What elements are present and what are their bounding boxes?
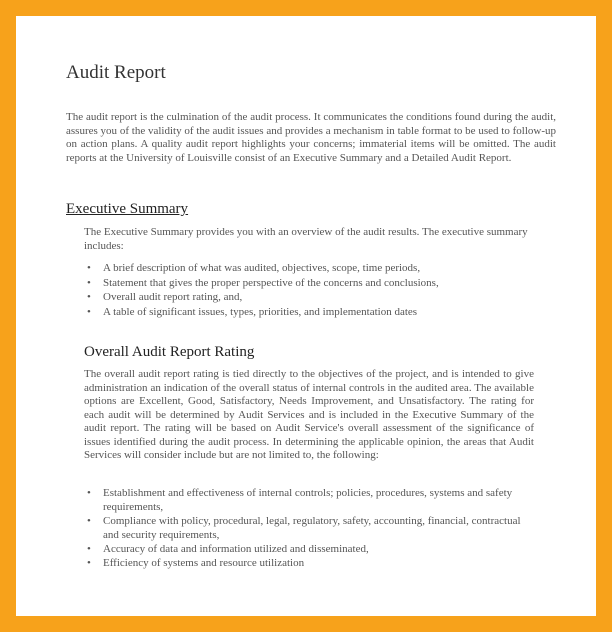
list-item: • A table of significant issues, types, priorities, and implementation dates bbox=[87, 305, 557, 320]
executive-summary-list bbox=[87, 261, 557, 319]
list-item: • Accuracy of data and information utilized and disseminated, bbox=[87, 542, 537, 556]
executive-summary-heading: Executive Summary bbox=[66, 201, 189, 217]
list-item: • Establishment and effectiveness of internal controls; policies, procedures, systems and safety requirements, bbox=[87, 486, 537, 514]
document-title: Audit Report bbox=[66, 62, 166, 83]
overall-rating-list bbox=[87, 486, 537, 570]
executive-summary-paragraph: The Executive Summary provides you with an overview of the audit results. The executive summary includes: bbox=[84, 226, 528, 252]
overall-rating-heading: Overall Audit Report Rating bbox=[84, 344, 255, 360]
list-item: • A brief description of what was audited, objectives, scope, time periods, bbox=[87, 261, 557, 276]
intro-paragraph: The audit report is the culmination of the audit process. It communicates the conditions found during the audit, assures you of the validity of the audit issues and provides a mechanism in table format to be used to follow-up on action plans. A quality audit report highlights your concerns; immaterial items will be omitted. The audit reports at the University of Louisville consist of an Executive Summary and a Detailed Audit Report. bbox=[66, 111, 556, 164]
list-item: • Efficiency of systems and resource utilization bbox=[87, 556, 537, 570]
list-item: • Compliance with policy, procedural, legal, regulatory, safety, accounting, financial, contractual and security requirements, bbox=[87, 514, 537, 542]
overall-rating-paragraph: The overall audit report rating is tied directly to the objectives of the project, and is intended to give administration an indication of the overall status of internal controls in the audited area. The available options are Excellent, Good, Satisfactory, Needs Improvement, and Unsatisfactory. The rating for each audit will be determined by Audit Services and is included in the Executive Summary of the audit report. The rating will be based on Audit Service's overall assessment of the significance of issues identified during the audit process. In determining the applicable opinion, the areas that Audit Services will consider include but are not limited to, the following: bbox=[84, 368, 534, 461]
list-item: • Statement that gives the proper perspective of the concerns and conclusions, bbox=[87, 276, 557, 291]
list-item: • Overall audit report rating, and, bbox=[87, 290, 557, 305]
document-page bbox=[16, 16, 596, 616]
